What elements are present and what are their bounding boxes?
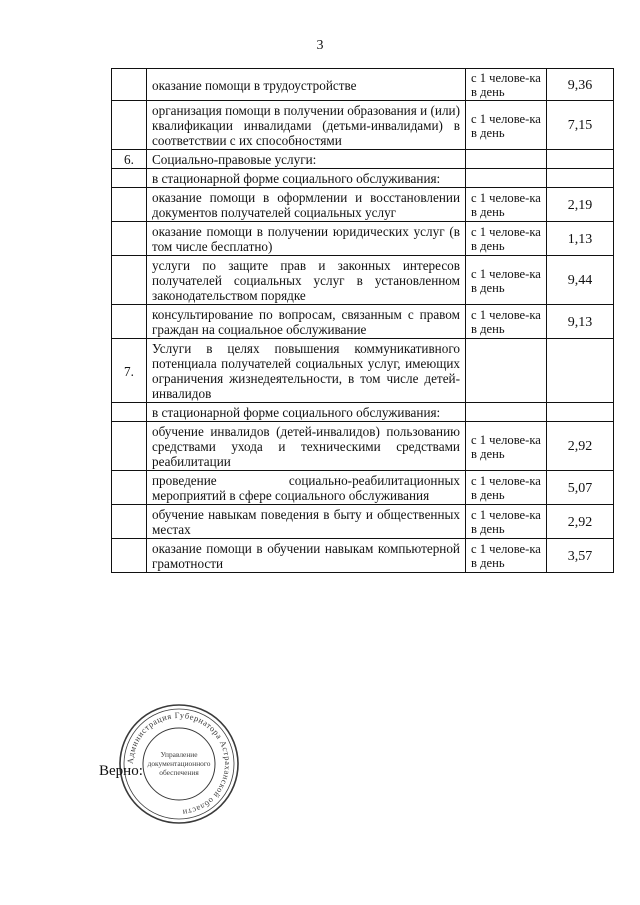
row-number-cell [112,305,147,339]
row-number-cell [112,222,147,256]
price-cell: 5,07 [547,471,614,505]
table-row [112,69,614,101]
table-row [112,150,614,169]
row-number-cell [112,471,147,505]
unit-cell [466,339,547,403]
row-number-cell: 6. [112,150,147,169]
unit-cell: с 1 челове-ка в день [466,101,547,150]
row-number-cell [112,101,147,150]
table-row [112,539,614,573]
unit-cell: с 1 челове-ка в день [466,305,547,339]
table-row [112,403,614,422]
unit-cell: с 1 челове-ка в день [466,505,547,539]
price-cell [547,169,614,188]
row-number-cell [112,539,147,573]
table-row [112,169,614,188]
unit-cell: с 1 челове-ка в день [466,188,547,222]
row-number-cell [112,188,147,222]
unit-cell: с 1 челове-ка в день [466,471,547,505]
service-name-cell: в стационарной форме социального обслуживания: [147,169,466,188]
table-row [112,471,614,505]
services-table-body [112,69,614,573]
price-cell [547,403,614,422]
price-cell: 9,36 [547,69,614,101]
unit-cell [466,169,547,188]
price-cell [547,150,614,169]
service-name-cell: Услуги в целях повышения коммуникативного потенциала получателей социальных услуг, имеющих ограничения жизнедеятельности, в том числе детей-инвалидов [147,339,466,403]
price-cell: 2,92 [547,422,614,471]
service-name-cell: оказание помощи в оформлении и восстановлении документов получателей социальных услуг [147,188,466,222]
price-cell: 2,19 [547,188,614,222]
seal-center-line-1: Управление [160,750,198,759]
services-table [111,68,614,573]
service-name-cell: оказание помощи в трудоустройстве [147,69,466,101]
table-row [112,256,614,305]
service-name-cell: оказание помощи в обучении навыкам компьютерной грамотности [147,539,466,573]
table-row [112,505,614,539]
table-row [112,305,614,339]
unit-cell: с 1 челове-ка в день [466,222,547,256]
service-name-cell: обучение навыкам поведения в быту и общественных местах [147,505,466,539]
price-cell: 9,13 [547,305,614,339]
price-cell: 7,15 [547,101,614,150]
price-cell: 2,92 [547,505,614,539]
unit-cell: с 1 челове-ка в день [466,69,547,101]
seal-center-line-2: документационного [147,759,211,768]
price-cell [547,339,614,403]
row-number-cell [112,403,147,422]
table-row [112,101,614,150]
unit-cell: с 1 челове-ка в день [466,539,547,573]
unit-cell [466,150,547,169]
price-cell: 1,13 [547,222,614,256]
table-row [112,422,614,471]
row-number-cell: 7. [112,339,147,403]
service-name-cell: услуги по защите прав и законных интересов получателей социальных услуг в установленном законодательством порядке [147,256,466,305]
table-row [112,339,614,403]
row-number-cell [112,256,147,305]
row-number-cell [112,505,147,539]
price-cell: 9,44 [547,256,614,305]
unit-cell: с 1 челове-ка в день [466,422,547,471]
price-cell: 3,57 [547,539,614,573]
service-name-cell: организация помощи в получении образования и (или) квалификации инвалидами (детьми-инвалидами) в соответствии с их способностями [147,101,466,150]
unit-cell [466,403,547,422]
service-name-cell: консультирование по вопросам, связанным с правом граждан на социальное обслуживание [147,305,466,339]
table-row [112,188,614,222]
page-number: 3 [316,38,324,53]
service-name-cell: Социально-правовые услуги: [147,150,466,169]
seal-ring-text: Администрация Губернатора Астраханской области [125,710,233,817]
service-name-cell: обучение инвалидов (детей-инвалидов) пользованию средствами ухода и техническими средствами реабилитации [147,422,466,471]
row-number-cell [112,422,147,471]
seal-center-line-3: обеспечения [159,768,199,777]
unit-cell: с 1 челове-ка в день [466,256,547,305]
table-row [112,222,614,256]
service-name-cell: проведение социально-реабилитационных мероприятий в сфере социального обслуживания [147,471,466,505]
row-number-cell [112,69,147,101]
service-name-cell: оказание помощи в получении юридических услуг (в том числе бесплатно) [147,222,466,256]
service-name-cell: в стационарной форме социального обслуживания: [147,403,466,422]
row-number-cell [112,169,147,188]
certification-label: Верно: [99,763,143,779]
